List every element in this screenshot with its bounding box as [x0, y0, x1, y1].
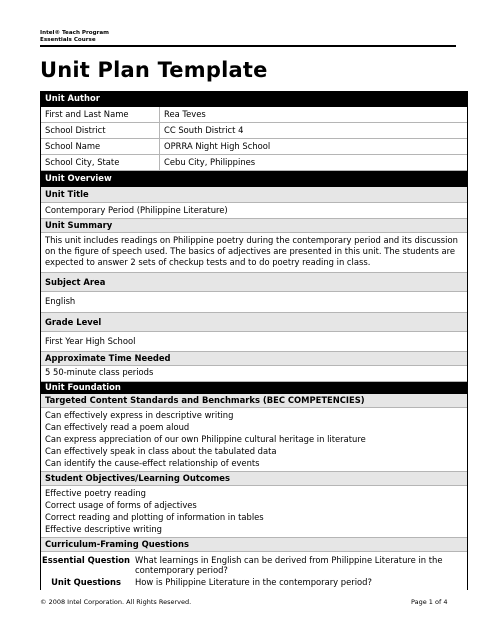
- standards-label: Targeted Content Standards and Benchmarks (BEC COMPETENCIES): [41, 394, 467, 408]
- field-label: First and Last Name: [41, 107, 160, 122]
- essential-question-label: Essential Question: [42, 555, 130, 565]
- list-item: Can effectively express in descriptive writing: [45, 410, 234, 420]
- section-unit-foundation: Unit Foundation: [41, 382, 467, 394]
- field-value: OPRRA Night High School: [164, 141, 271, 151]
- field-label: School Name: [41, 139, 160, 154]
- page-title: Unit Plan Template: [40, 58, 268, 82]
- unit-questions-label: Unit Questions: [51, 577, 121, 587]
- unit-questions-text: How is Philippine Literature in the contemporary period?: [135, 577, 372, 587]
- author-row-name: [41, 107, 467, 123]
- list-item: Can effectively speak in class about the tabulated data: [45, 446, 277, 456]
- list-item: Correct usage of forms of adjectives: [45, 500, 197, 510]
- author-row-city: [41, 155, 467, 171]
- course-name: Essentials Course: [40, 37, 96, 43]
- section-unit-overview: Unit Overview: [41, 171, 467, 187]
- grade-level-value: First Year High School: [41, 332, 467, 352]
- author-row-school: [41, 139, 467, 155]
- list-item: Can express appreciation of our own Philippine cultural heritage in literature: [45, 434, 366, 444]
- essential-question-row: [41, 554, 463, 576]
- list-item: Effective descriptive writing: [45, 524, 162, 534]
- essential-question-text: What learnings in English can be derived from Philippine Literature in the contemporary period?: [135, 555, 443, 575]
- time-needed-value: 5 50-minute class periods: [41, 366, 467, 382]
- field-value: Cebu City, Philippines: [164, 157, 256, 167]
- list-item: Can identify the cause-effect relationship of events: [45, 458, 260, 468]
- field-value: Rea Teves: [164, 109, 206, 119]
- cfq-block: [41, 552, 467, 590]
- unit-questions-row: [41, 576, 463, 588]
- unit-plan-table: [40, 91, 468, 590]
- grade-level-label: Grade Level: [41, 313, 467, 332]
- author-row-district: [41, 123, 467, 139]
- time-needed-label: Approximate Time Needed: [41, 352, 467, 366]
- field-label: School City, State: [41, 155, 160, 170]
- list-item: Can effectively read a poem aloud: [45, 422, 190, 432]
- section-unit-author: Unit Author: [41, 91, 467, 107]
- header-rule: [40, 45, 456, 47]
- footer-page-number: Page 1 of 4: [411, 598, 448, 606]
- list-item: Effective poetry reading: [45, 488, 146, 498]
- objectives-list: [41, 486, 467, 538]
- field-label: School District: [41, 123, 160, 138]
- standards-list: [41, 408, 467, 472]
- unit-title-label: Unit Title: [41, 187, 467, 203]
- cfq-label: Curriculum-Framing Questions: [41, 538, 467, 552]
- objectives-label: Student Objectives/Learning Outcomes: [41, 472, 467, 486]
- program-name: Intel® Teach Program: [40, 30, 109, 36]
- unit-summary-label: Unit Summary: [41, 219, 467, 233]
- subject-area-value: English: [41, 292, 467, 313]
- doc-header: [40, 30, 109, 44]
- unit-summary-value: This unit includes readings on Philippine poetry during the contemporary period and its discussion on the figure of speech used. The basics of adjectives are presented in this unit. The students are expected to answer 2 sets of checkup tests and to do poetry reading in class.: [41, 233, 467, 273]
- subject-area-label: Subject Area: [41, 273, 467, 292]
- field-value: CC South District 4: [164, 125, 244, 135]
- unit-title-value: Contemporary Period (Philippine Literature): [41, 203, 467, 219]
- list-item: Correct reading and plotting of information in tables: [45, 512, 264, 522]
- footer-copyright: © 2008 Intel Corporation. All Rights Reserved.: [40, 598, 192, 606]
